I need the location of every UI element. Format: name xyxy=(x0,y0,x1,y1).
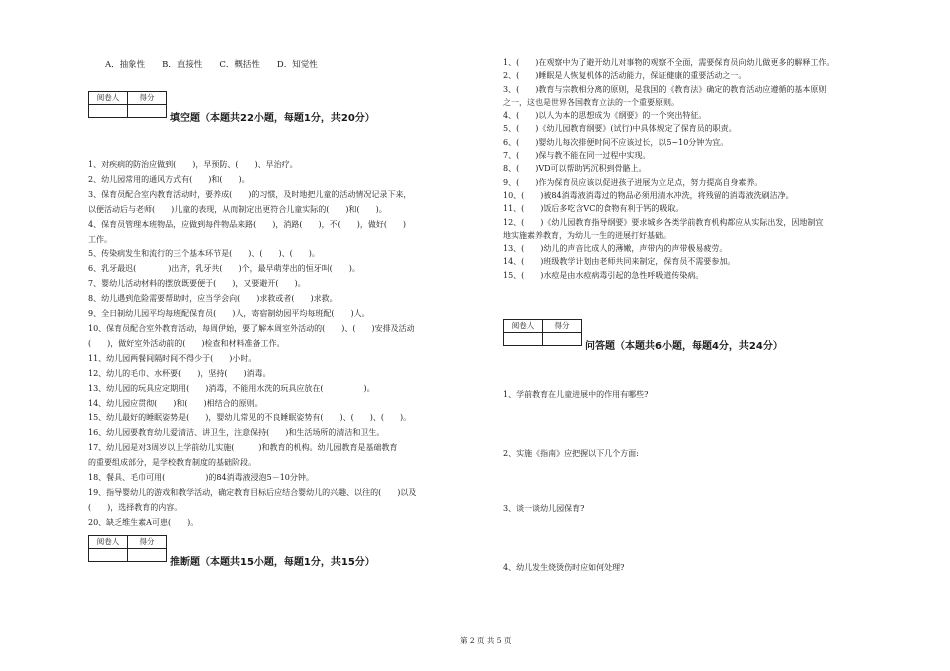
qa-item: 4、幼儿发生烧烫伤时应如何处理? xyxy=(503,563,625,572)
fill-item: 19、指导婴幼儿的游戏和教学活动，确定教育目标后应结合婴幼儿的兴趣、以往的( )以及 xyxy=(88,487,417,497)
judge-item: 4、( )以人为本的思想成为《纲要》的一个突出特征。 xyxy=(503,111,707,121)
fill-item: 12、幼儿的毛巾、水杯要( )，坚持( )消毒。 xyxy=(88,368,271,378)
fill-section-list xyxy=(88,158,416,531)
score-label: 得分 xyxy=(543,320,582,333)
fill-item: 的重要组成部分，是学校教育制度的基础阶段。 xyxy=(88,458,256,468)
judge-item: 5、( )《幼儿园教育纲要》(试行)中具体规定了保育员的职责。 xyxy=(503,124,737,134)
judge-item: 2、( )睡眠是人恢复机体的活动能力，保证健康的重要活动之一。 xyxy=(503,71,747,81)
qa-item: 1、学前教育在儿童进展中的作用有哪些? xyxy=(503,390,649,399)
score-cell[interactable] xyxy=(543,333,582,346)
judge-item: 14、( )班级教学计划由老师共同来制定，保育员不需要参加。 xyxy=(503,257,736,267)
fill-item: 3、保育员配合室内教育活动时，要养成( )的习惯，及时地把儿童的活动情况记录下来， xyxy=(88,189,412,199)
fill-item: 20、缺乏维生素A可患( )。 xyxy=(88,517,199,527)
judge-section-list xyxy=(503,56,834,282)
fill-item: 5、传染病发生和流行的三个基本环节是( )、( )、( )。 xyxy=(88,249,320,259)
fill-item: 15、幼儿最好的睡眠姿势是( )，婴幼儿常见的不良睡眠姿势有( )、( )、( )。 xyxy=(88,413,412,423)
reviewer-label: 阅卷人 xyxy=(89,536,128,549)
score-label: 得分 xyxy=(128,92,167,105)
qa-item: 3、谈一谈幼儿园保育? xyxy=(503,504,585,513)
judge-item: 9、( )作为保育员应该以促进孩子进展为立足点，努力提高自身素养。 xyxy=(503,177,763,187)
score-cell[interactable] xyxy=(128,549,167,562)
judge-item: 15、( )水痘是由水痘病毒引起的急性呼吸道传染病。 xyxy=(503,270,704,280)
judge-section-title: 推断题（本题共15小题，每题1分，共15分） xyxy=(170,557,375,568)
judge-item: 3、( )教育与宗教相分离的原则，是我国的《教育法》确定的教育活动应遵循的基本原则 xyxy=(503,84,827,94)
score-cell[interactable] xyxy=(128,105,167,118)
fill-item: ( )，做好室外活动前的( )检查和材料准备工作。 xyxy=(88,338,285,348)
reviewer-label: 阅卷人 xyxy=(504,320,543,333)
fill-item: 14、幼儿园应贯彻( )和( )相结合的原则。 xyxy=(88,398,263,408)
reviewer-cell[interactable] xyxy=(89,105,128,118)
fill-item: 11、幼儿园两餐间隔时间不得少于( )小时。 xyxy=(88,353,257,363)
fill-item: 10、保育员配合室外教育活动，每周伊始，要了解本周室外活动的( )、( )安排及活动 xyxy=(88,323,415,333)
judge-item: 11、( )饭后多吃含VC的食物有利于钙的吸取。 xyxy=(503,204,684,214)
fill-item: 2、幼儿园常用的通风方式有( )和( )。 xyxy=(88,174,250,184)
fill-item: 17、幼儿园是对3周岁以上学前幼儿实施( )和教育的机构。幼儿园教育是基础教育 xyxy=(88,443,398,453)
fill-item: ( )，选择教育的内容。 xyxy=(88,502,183,512)
judge-item: 7、( )保与教不能在同一过程中实现。 xyxy=(503,151,651,161)
answer-options: A．抽象性 B．直接性 C．概括性 D．知觉性 xyxy=(105,60,318,70)
reviewer-cell[interactable] xyxy=(89,549,128,562)
judge-item: 10、( )被84消毒液消毒过的物品必须用清水冲洗，将残留的消毒液洗刷洁净。 xyxy=(503,190,794,200)
score-box-fill xyxy=(88,91,167,118)
fill-item: 13、幼儿园的玩具应定期用( )消毒，不能用水洗的玩具应放在( )。 xyxy=(88,383,375,393)
score-label: 得分 xyxy=(128,536,167,549)
judge-item: 8、( )VD可以帮助钙沉积到骨骼上。 xyxy=(503,164,647,174)
fill-item: 1、对疾病的防治应做到( )，早预防、( )、早治疗。 xyxy=(88,160,298,169)
qa-section-title: 问答题（本题共6小题，每题4分，共24分） xyxy=(585,341,783,352)
fill-item: 8、幼儿遇到危险需要帮助时，应当学会向( )求救或者( )求救。 xyxy=(88,294,338,304)
fill-item: 7、婴幼儿活动材料的摆放既要便于( )，又要避开( )。 xyxy=(88,279,306,289)
score-box-qa xyxy=(503,319,582,346)
judge-item: 地实施素养教育，为幼儿一生的进展打好基础。 xyxy=(503,230,671,240)
reviewer-cell[interactable] xyxy=(504,333,543,346)
reviewer-label: 阅卷人 xyxy=(89,92,128,105)
fill-item: 以便活动后与老师( )儿童的表现，从而制定出更符合儿童实际的( )和( )。 xyxy=(88,204,387,214)
score-box-judge xyxy=(88,535,167,562)
qa-item: 2、实施《指南》应把握以下几个方面: xyxy=(503,449,639,458)
page-number: 第 2 页 共 5 页 xyxy=(460,636,512,645)
judge-item: 6、( )婴幼儿每次排便时间不应该过长，以5~10分钟为宜。 xyxy=(503,137,729,147)
fill-item: 工作。 xyxy=(88,234,112,244)
fill-item: 9、全日制幼儿园平均每班配保育员( )人，寄宿制幼园平均每班配( )人。 xyxy=(88,309,370,319)
judge-item: 13、( )幼儿的声音比成人的薄嫩，声带内的声带极易疲劳。 xyxy=(503,244,728,254)
fill-item: 16、幼儿园要教育幼儿爱清洁、讲卫生，注意保持( )和生活场所的清洁和卫生。 xyxy=(88,428,385,438)
judge-item: 12、( )《幼儿园教育指导纲要》要求城乡各类学前教育机构都应从实际出发，因地制宜 xyxy=(503,217,824,227)
fill-item: 6、乳牙最迟( )出齐，乳牙共( )个，最早萌芽出的恒牙叫( )。 xyxy=(88,264,360,274)
fill-item: 4、保育员管理本班物品，应做到每件物品来路( )，消路( )，不( )，做好( ) xyxy=(88,219,407,229)
judge-item: 1、( )在观察中为了避开幼儿对事物的观察不全面，需要保育员向幼儿做更多的解释工作。 xyxy=(503,58,835,67)
fill-item: 18、餐具、毛巾可用( )的84消毒液浸泡5－10分钟。 xyxy=(88,473,314,483)
fill-section-title: 填空题（本题共22小题，每题1分，共20分） xyxy=(170,113,375,124)
judge-item: 之一，这也是世界各国教育立法的一个重要原则。 xyxy=(503,97,679,107)
